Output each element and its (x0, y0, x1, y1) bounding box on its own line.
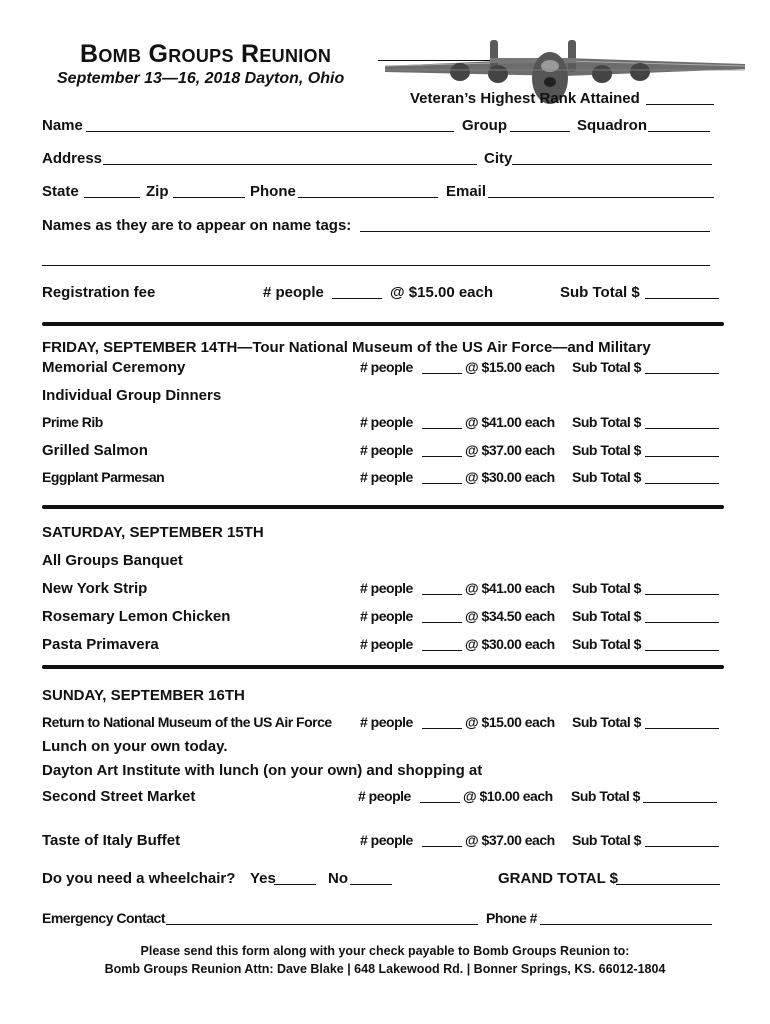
emergency-phone-field[interactable] (540, 924, 712, 925)
friday-heading: FRIDAY, SEPTEMBER 14TH—Tour National Museum of the US Air Force—and Military (42, 339, 651, 356)
friday-heading-line2: Memorial Ceremony (42, 359, 186, 376)
wheelchair-no-label: No (328, 870, 348, 887)
emergency-phone-label: Phone # (486, 910, 537, 926)
emergency-contact-field[interactable] (166, 924, 478, 925)
italy-subtotal: Sub Total $ (572, 832, 641, 848)
grilled-salmon-price: @ $37.00 each (465, 442, 555, 458)
new-york-strip-subtotal: Sub Total $ (572, 580, 641, 596)
section-divider (42, 665, 724, 669)
item-prime-rib: Prime Rib (42, 414, 103, 430)
pasta-subtotal: Sub Total $ (572, 636, 641, 652)
prime-rib-subtotal: Sub Total $ (572, 414, 641, 430)
art-institute-line1: Dayton Art Institute with lunch (on your own) and shopping at (42, 762, 483, 779)
item-rosemary-lemon-chicken: Rosemary Lemon Chicken (42, 608, 231, 625)
item-eggplant-parmesan: Eggplant Parmesan (42, 469, 165, 485)
chicken-subtotal-field[interactable] (645, 622, 719, 623)
new-york-strip-subtotal-field[interactable] (645, 594, 719, 595)
art-people-field[interactable] (420, 802, 460, 803)
event-date-location: September 13—16, 2018 Dayton, Ohio (57, 70, 345, 87)
registration-people-field[interactable] (332, 298, 382, 299)
address-field[interactable] (103, 164, 477, 165)
return-museum-label: Return to National Museum of the US Air Force (42, 714, 332, 730)
pasta-people-field[interactable] (422, 650, 462, 651)
grilled-salmon-people: # people (360, 442, 413, 458)
wheelchair-yes-field[interactable] (274, 884, 316, 885)
wheelchair-question: Do you need a wheelchair? (42, 870, 236, 887)
lunch-note: Lunch on your own today. (42, 738, 228, 755)
state-label: State (42, 183, 79, 200)
friday-tour-people-field[interactable] (422, 373, 462, 374)
name-tags-field-1[interactable] (360, 231, 710, 232)
friday-tour-people: # people (360, 359, 413, 375)
footer-address: Bomb Groups Reunion Attn: Dave Blake | 648 Lakewood Rd. | Bonner Springs, KS. 66012-1804 (104, 962, 666, 976)
grand-total-label: GRAND TOTAL $ (498, 870, 619, 887)
phone-label: Phone (250, 183, 296, 200)
address-label: Address (42, 150, 103, 167)
eggplant-people-field[interactable] (422, 483, 462, 484)
registration-price: @ $15.00 each (390, 284, 494, 301)
prime-rib-price: @ $41.00 each (465, 414, 555, 430)
friday-tour-price: @ $15.00 each (465, 359, 555, 375)
registration-label: Registration fee (42, 284, 156, 301)
art-people: # people (358, 788, 411, 804)
art-subtotal: Sub Total $ (571, 788, 640, 804)
city-field[interactable] (512, 164, 712, 165)
art-institute-line2: Second Street Market (42, 788, 196, 805)
sunday-heading: SUNDAY, SEPTEMBER 16TH (42, 687, 245, 704)
group-field[interactable] (510, 131, 570, 132)
eggplant-subtotal-field[interactable] (645, 483, 719, 484)
zip-label: Zip (146, 183, 169, 200)
saturday-heading: SATURDAY, SEPTEMBER 15TH (42, 524, 264, 541)
chicken-people-field[interactable] (422, 622, 462, 623)
italy-subtotal-field[interactable] (645, 846, 719, 847)
rank-label: Veteran’s Highest Rank Attained (410, 90, 640, 107)
friday-tour-subtotal: Sub Total $ (572, 359, 641, 375)
return-people-field[interactable] (422, 728, 462, 729)
pasta-price: @ $30.00 each (465, 636, 555, 652)
registration-subtotal-field[interactable] (645, 298, 719, 299)
pasta-subtotal-field[interactable] (645, 650, 719, 651)
italy-people: # people (360, 832, 413, 848)
grilled-salmon-subtotal-field[interactable] (645, 456, 719, 457)
registration-people: # people (263, 284, 324, 301)
dinners-label: Individual Group Dinners (42, 387, 222, 404)
italy-price: @ $37.00 each (465, 832, 555, 848)
chicken-people: # people (360, 608, 413, 624)
italy-buffet-label: Taste of Italy Buffet (42, 832, 181, 849)
email-label: Email (446, 183, 487, 200)
wheelchair-yes-label: Yes (250, 870, 276, 887)
squadron-field[interactable] (648, 131, 710, 132)
return-subtotal: Sub Total $ (572, 714, 641, 730)
emergency-contact-label: Emergency Contact (42, 910, 165, 926)
return-subtotal-field[interactable] (645, 728, 719, 729)
return-people: # people (360, 714, 413, 730)
chicken-subtotal: Sub Total $ (572, 608, 641, 624)
italy-people-field[interactable] (422, 846, 462, 847)
state-field[interactable] (84, 197, 140, 198)
zip-field[interactable] (173, 197, 245, 198)
prime-rib-people: # people (360, 414, 413, 430)
name-label: Name (42, 117, 83, 134)
art-price: @ $10.00 each (463, 788, 553, 804)
name-tags-field-2[interactable] (42, 265, 710, 266)
return-price: @ $15.00 each (465, 714, 555, 730)
eggplant-price: @ $30.00 each (465, 469, 555, 485)
grand-total-field[interactable] (616, 884, 720, 885)
rank-field[interactable] (646, 104, 714, 105)
footer-instruction: Please send this form along with your check payable to Bomb Groups Reunion to: (140, 944, 630, 958)
email-field[interactable] (488, 197, 714, 198)
pasta-people: # people (360, 636, 413, 652)
group-label: Group (462, 117, 507, 134)
page-title: Bomb Groups Reunion (80, 40, 332, 68)
eggplant-people: # people (360, 469, 413, 485)
art-subtotal-field[interactable] (643, 802, 717, 803)
section-divider (42, 505, 724, 509)
phone-field[interactable] (298, 197, 438, 198)
squadron-label: Squadron (577, 117, 647, 134)
bomber-plane-image (380, 36, 750, 122)
section-divider (42, 322, 724, 326)
item-new-york-strip: New York Strip (42, 580, 148, 597)
registration-subtotal: Sub Total $ (560, 284, 640, 301)
grilled-salmon-subtotal: Sub Total $ (572, 442, 641, 458)
chicken-price: @ $34.50 each (465, 608, 555, 624)
prime-rib-subtotal-field[interactable] (645, 428, 719, 429)
name-field[interactable] (86, 131, 454, 132)
new-york-strip-people-field[interactable] (422, 594, 462, 595)
wheelchair-no-field[interactable] (350, 884, 392, 885)
grilled-salmon-people-field[interactable] (422, 456, 462, 457)
eggplant-subtotal: Sub Total $ (572, 469, 641, 485)
item-pasta-primavera: Pasta Primavera (42, 636, 159, 653)
name-tags-label: Names as they are to appear on name tags: (42, 217, 352, 234)
item-grilled-salmon: Grilled Salmon (42, 442, 148, 459)
banquet-label: All Groups Banquet (42, 552, 183, 569)
city-label: City (484, 150, 513, 167)
new-york-strip-people: # people (360, 580, 413, 596)
new-york-strip-price: @ $41.00 each (465, 580, 555, 596)
prime-rib-people-field[interactable] (422, 428, 462, 429)
friday-tour-subtotal-field[interactable] (645, 373, 719, 374)
